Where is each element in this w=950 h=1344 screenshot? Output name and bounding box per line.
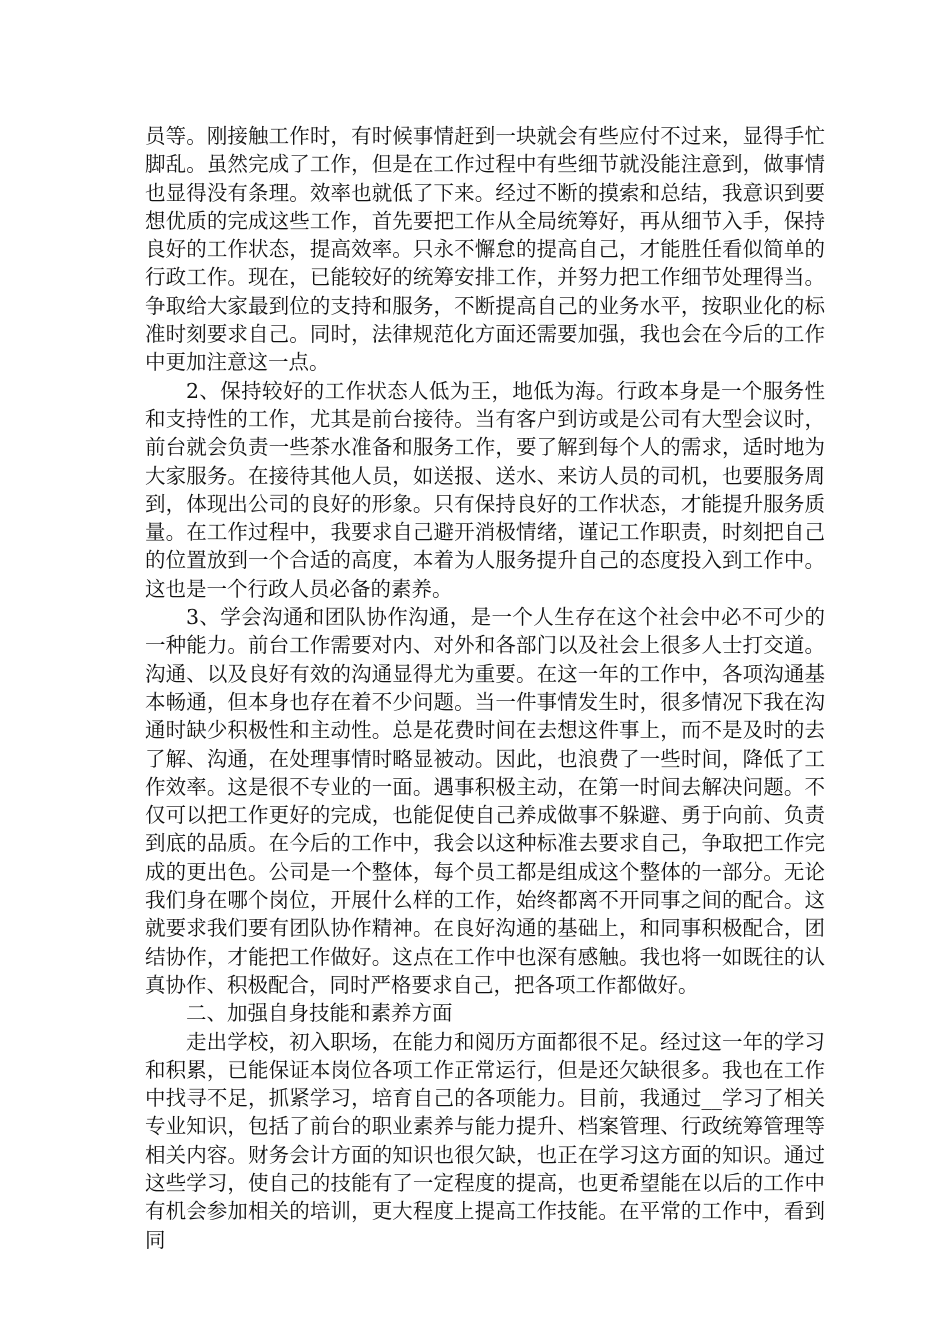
paragraph-skills-learning: 走出学校，初入职场，在能力和阅历方面都很不足。经过这一年的学习和积累，已能保证本岗位各项工作正常运行，但是还欠缺很多。我也在工作中找寻不足，抓紧学习，培育自己的各项能力。目前，我通过__学习了相关专业知识，包括了前台的职业素养与能力提升、档案管理、行政统筹管理等相关内容。财务会计方面的知识也很欠缺，也正在学习这方面的知识。通过这些学习，使自己的技能有了一定程度的提高，也更希望能在以后的工作中有机会参加相关的培训，更大程度上提高工作技能。在平常的工作中，看到同 (145, 1029, 825, 1252)
document-body (145, 122, 825, 1254)
section-heading-skills: 二、加强自身技能和素养方面 (186, 1001, 453, 1026)
paragraph-work-attitude: 2、保持较好的工作状态人低为王，地低为海。行政本身是一个服务性和支持性的工作，尤其是前台接待。当有客户到访或是公司有大型会议时，前台就会负责一些茶水准备和服务工作，要了解到每个人的需求，适时地为大家服务。在接待其他人员，如送报、送水、来访人员的司机，也要服务周到，体现出公司的良好的形象。只有保持良好的工作状态，才能提升服务质量。在工作过程中，我要求自己避开消极情绪，谨记工作职责，时刻把自己的位置放到一个合适的高度，本着为人服务提升自己的态度投入到工作中。这也是一个行政人员必备的素养。 (145, 378, 825, 601)
paragraph-communication-teamwork: 3、学会沟通和团队协作沟通，是一个人生存在这个社会中必不可少的一种能力。前台工作需要对内、对外和各部门以及社会上很多人士打交道。沟通、以及良好有效的沟通显得尤为重要。在这一年的工作中，各项沟通基本畅通，但本身也存在着不少问题。当一件事情发生时，很多情况下我在沟通时缺少积极性和主动性。总是花费时间在去想这件事上，而不是及时的去了解、沟通，在处理事情时略显被动。因此，也浪费了一些时间，降低了工作效率。这是很不专业的一面。遇事积极主动，在第一时间去解决问题。不仅可以把工作更好的完成，也能促使自己养成做事不躲避、勇于向前、负责到底的品质。在今后的工作中，我会以这种标准去要求自己，争取把工作完成的更出色。公司是一个整体，每个员工都是组成这个整体的一部分。无论我们身在哪个岗位，开展什么样的工作，始终都离不开同事之间的配合。这就要求我们要有团队协作精神。在良好沟通的基础上，和同事积极配合，团结协作，才能把工作做好。这点在工作中也深有感触。我也将一如既往的认真协作、积极配合，同时严格要求自己，把各项工作都做好。 (145, 605, 825, 997)
paragraph-workflow-continuation: 员等。刚接触工作时，有时候事情赶到一块就会有些应付不过来，显得手忙脚乱。虽然完成了工作，但是在工作过程中有些细节就没能注意到，做事情也显得没有条理。效率也就低了下来。经过不断的摸索和总结，我意识到要想优质的完成这些工作，首先要把工作从全局统筹好，再从细节入手，保持良好的工作状态，提高效率。只永不懈怠的提高自己，才能胜任看似简单的行政工作。现在，已能较好的统筹安排工作，并努力把工作细节处理得当。争取给大家最到位的支持和服务，不断提高自己的业务水平，按职业化的标准时刻要求自己。同时，法律规范化方面还需要加强，我也会在今后的工作中更加注意这一点。 (145, 124, 825, 375)
